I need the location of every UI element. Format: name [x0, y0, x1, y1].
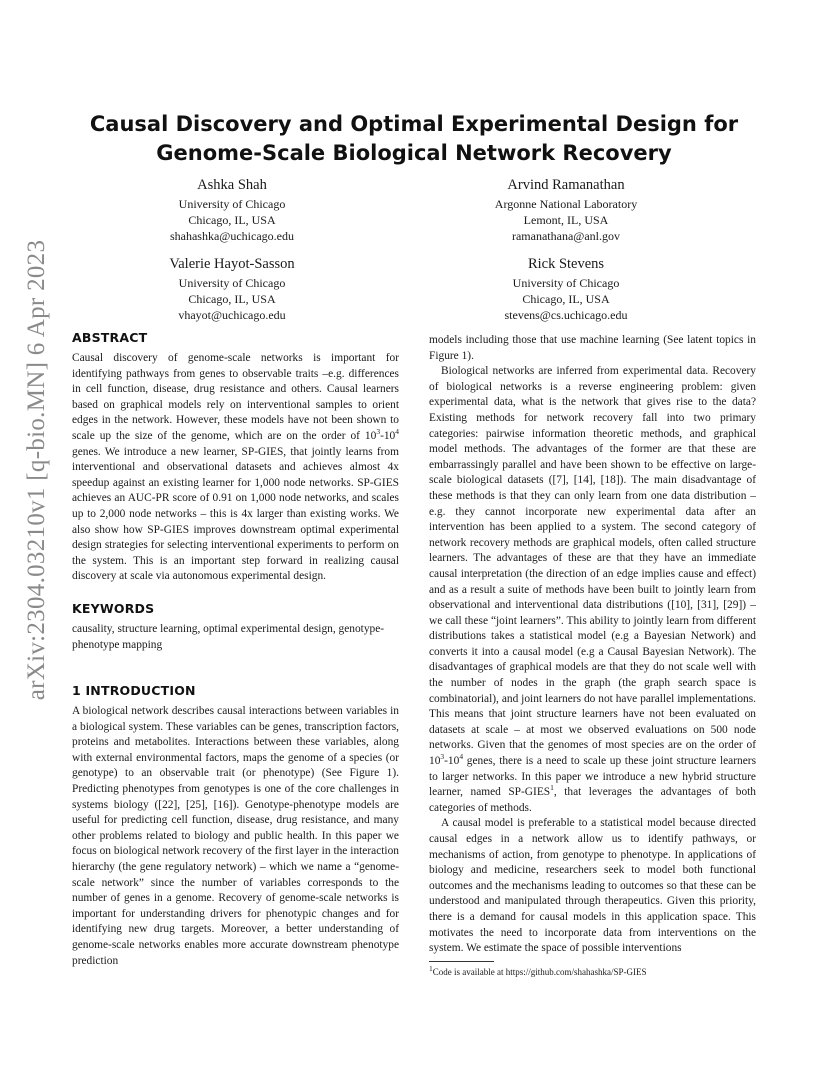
- abstract-text-part: Causal discovery of genome-scale networks is important for identifying pathways from genes to observable traits –e.g. differences in cell function, disease, drug resistance and others. Causal learners based on graphical models rely on interventional samples to orient edges in the network. However, these models have not been shown to scale up the size of the genome, which are on the order of 10: [72, 352, 399, 442]
- author-email: stevens@cs.uchicago.edu: [504, 308, 628, 322]
- abstract-text-part: -10: [380, 429, 396, 442]
- footnote-divider: [429, 961, 494, 962]
- paragraph-text-part: -10: [444, 755, 460, 768]
- footnote-marker[interactable]: 1: [550, 783, 554, 793]
- author-affiliation: University of Chicago: [178, 276, 286, 290]
- introduction-paragraph-1: A biological network describes causal interactions between variables in a biological system. These variables can be genes, transcription factors, proteins and metabolites. Interactions between these variables, along with external environmental factors, maps the genome of a species (or genotype) to an observable trait (or phenotype) (See Figure 1). Predicting phenotypes from genotypes is one of the core challenges in systems biology ([22], [25], [16]). Genotype-phenotype models are useful for predicting cell function, disease, drug resistance, and many other problems related to biology and public health. In this paper we focus on biological network recovery of the first layer in the interaction hierarchy (the gene regulatory network) – which we name a “genome-scale network” since the number of variables corresponds to the number of genes in a genome. Recovery of genome-scale networks is important for understanding drivers for phenotypic changes and for identifying new drug targets. Moreover, a better understanding of genome-scale networks enables more accurate downstream phenotype prediction: [72, 705, 399, 967]
- left-column: [72, 330, 399, 969]
- author-name: Arvind Ramanathan: [507, 177, 625, 193]
- author-affiliation: University of Chicago: [178, 197, 286, 211]
- paragraph-text-part: , that leverages the advantages of both categories of methods.: [429, 786, 756, 814]
- title-line-2: Genome-Scale Biological Network Recovery: [156, 141, 672, 165]
- right-column: [429, 333, 756, 978]
- author-name: Ashka Shah: [197, 177, 267, 193]
- introduction-paragraph-1-continued: models including those that use machine learning (See latent topics in Figure 1).: [429, 334, 756, 362]
- keywords-heading: KEYWORDS: [72, 600, 155, 616]
- author-location: Lemont, IL, USA: [523, 213, 609, 227]
- introduction-paragraph-3: A causal model is preferable to a statistical model because directed causal edges in a network allow us to identify pathways, or mechanisms of action, from genotype to phenotype. In applications of biology and medicine, researchers seek to model both functional outcomes and the mechanisms leading to outcomes so that these can be understood and manipulated through therapeutics. Given this priority, there is a demand for causal models in this application space. This motivates the need to incorporate data from interventions on the system. We estimate the space of possible interventions: [429, 817, 756, 955]
- introduction-paragraph-2: [429, 364, 756, 816]
- author-name: Valerie Hayot-Sasson: [169, 256, 295, 272]
- paper-title: [72, 110, 756, 168]
- abstract-text: [72, 351, 399, 585]
- author-affiliation: Argonne National Laboratory: [494, 197, 638, 211]
- superscript: 3: [440, 752, 445, 762]
- superscript: 4: [395, 427, 399, 437]
- footnote-text[interactable]: Code is available at https://github.com/shahashka/SP-GIES: [432, 966, 647, 977]
- author-name: Rick Stevens: [527, 256, 605, 272]
- superscript: 4: [459, 752, 464, 762]
- author-location: Chicago, IL, USA: [188, 213, 276, 227]
- author-email: ramanathana@anl.gov: [511, 229, 620, 243]
- author-block-4: [466, 254, 666, 323]
- footnote: [429, 963, 756, 978]
- author-affiliation: University of Chicago: [512, 276, 620, 290]
- author-block-2: [466, 175, 666, 244]
- keywords-text: causality, structure learning, optimal experimental design, genotype-phenotype mapping: [72, 622, 385, 651]
- author-email: shahashka@uchicago.edu: [169, 229, 294, 243]
- keywords-section: [72, 601, 399, 653]
- introduction-heading: 1 INTRODUCTION: [72, 683, 196, 699]
- abstract-heading: ABSTRACT: [72, 330, 148, 345]
- title-line-1: Causal Discovery and Optimal Experimental Design for: [89, 112, 739, 136]
- author-location: Chicago, IL, USA: [188, 292, 276, 306]
- introduction-section: [72, 683, 399, 969]
- abstract-text-part: genes. We introduce a new learner, SP-GIES, that jointly learns from interventional and observational datasets and achieves almost 4x speedup against an existing learner for 1,000 node networks. SP-GIES achieves an AUC-PR score of 0.91 on 1,000 node networks, and scales up to 2,000 node networks – this is 4x larger than existing works. We also show how SP-GIES improves downstream optimal experimental design strategies for selecting interventional experiments to perform on the system. This is an important step forward in realizing causal discovery at scale via autonomous experimental design.: [72, 445, 399, 583]
- author-email: vhayot@uchicago.edu: [178, 308, 286, 322]
- footnote-mark: 1: [429, 963, 433, 973]
- author-location: Chicago, IL, USA: [522, 292, 610, 306]
- arxiv-sidebar-stamp: [22, 239, 52, 701]
- paragraph-text-part: Biological networks are inferred from experimental data. Recovery of biological networks is a reverse engineering problem: given experimental data, what is the network that gives rise to the data? Existing methods for network recovery fall into two primary categories: pairwise information theoretic methods, and graphical model methods. The advantages of the former are that these are embarrassingly parallel and have been shown to be effective on large-scale biological datasets ([7], [14], [18]). The main disadvantage of these methods is that they can only learn from one data distribution – e.g. they cannot incorporate new experimental data after an intervention has been applied to a system. The second category of network recovery methods are graphical models, often called structure learners. The advantages of these are that they have an immediate causal interpretation (the direction of an edge implies cause and effect) and as a result a suite of methods have been built to jointly learn from observational and interventional data distributions ([10], [31], [29]) – we call these “joint learners”. This ability to jointly learn from different distributions takes a statistical model (e.g a Bayesian Network) and converts it into a causal model (e.g a Causal Bayesian Network). The disadvantages of graphical models are that they do not scale well with the number of nodes in the graph (the graph search space is combinatorial), and joint learners do not have parallel implementations. This means that joint structure learners have not been evaluated on datasets at scale – at most we observed evaluations on 500 node networks. Given that the genomes of most species are on the order of 10: [429, 365, 756, 768]
- superscript: 3: [376, 427, 381, 437]
- paragraph-text-part: genes, there is a need to scale up these joint structure learners to larger networks. In this paper we introduce a new hybrid structure learner, named SP-GIES: [429, 755, 756, 799]
- author-block-3: [132, 254, 332, 323]
- arxiv-identifier: arXiv:2304.03210v1 [q-bio.MN] 6 Apr 2023: [23, 239, 50, 701]
- author-block-1: [132, 175, 332, 244]
